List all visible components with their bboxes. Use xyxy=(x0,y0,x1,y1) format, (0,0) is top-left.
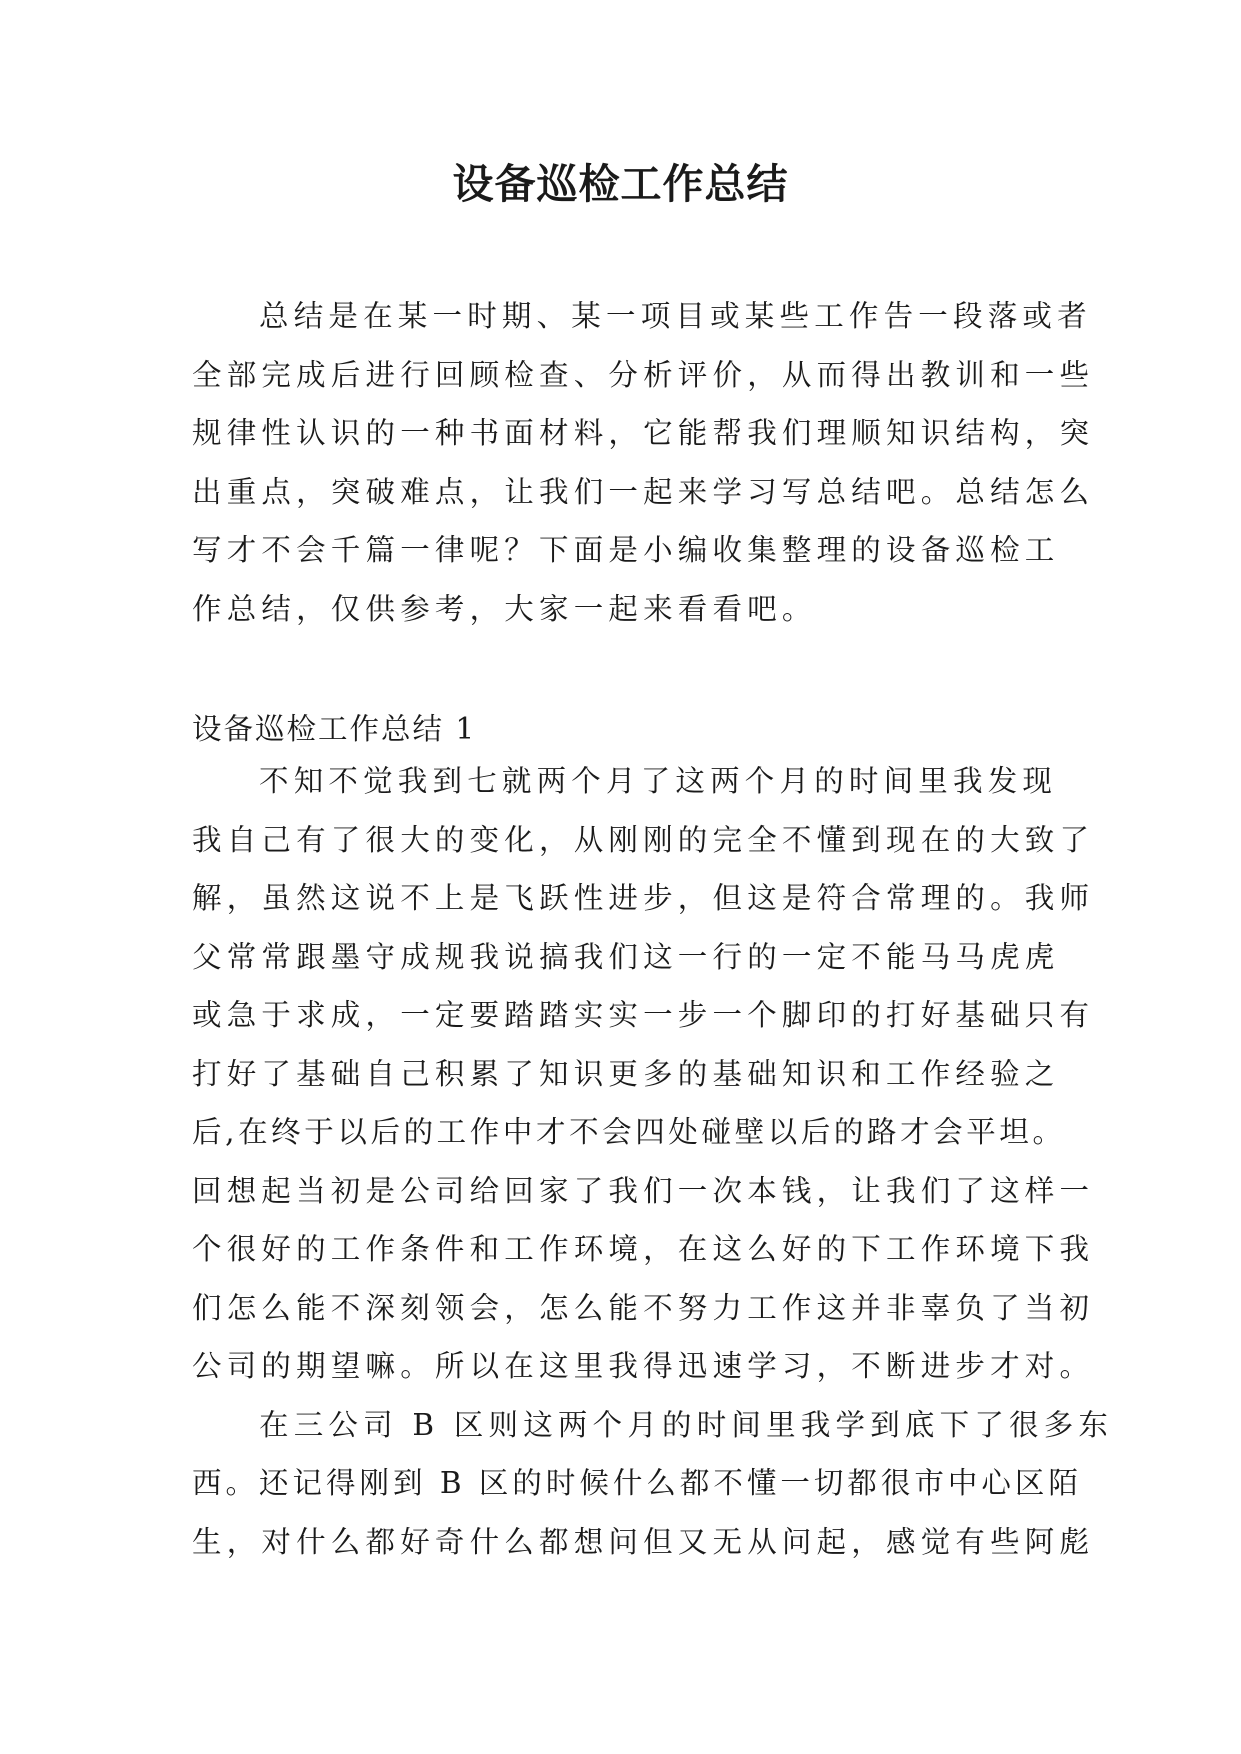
body-line: 生，对什么都好奇什么都想问但又无从问起，感觉有些阿彪 xyxy=(192,1524,1095,1559)
body-line: 不知不觉我到七就两个月了这两个月的时间里我发现 xyxy=(259,764,1058,798)
body-line: 回想起当初是公司给回家了我们一次本钱，让我们了这样一 xyxy=(192,1173,1095,1208)
intro-paragraph xyxy=(192,287,1095,638)
intro-line: 总结是在某一时期、某一项目或某些工作告一段落或者 xyxy=(259,299,1092,333)
body-line: 后,在终于以后的工作中才不会四处碰壁以后的路才会平坦。 xyxy=(192,1115,1066,1149)
section-body xyxy=(192,752,1114,1571)
intro-line: 作总结，仅供参考，大家一起来看看吧。 xyxy=(192,591,817,626)
body-line: 打好了基础自己积累了知识更多的基础知识和工作经验之 xyxy=(192,1056,1060,1091)
section-heading: 设备巡检工作总结 1 xyxy=(192,712,477,746)
body-line: 西。还记得刚到 B 区的时候什么都不懂一切都很市中心区陌 xyxy=(192,1466,1082,1500)
intro-line: 出重点，突破难点，让我们一起来学习写总结吧。总结怎么 xyxy=(192,474,1095,509)
section-heading-wrap xyxy=(192,700,1052,759)
intro-line: 写才不会千篇一律呢？下面是小编收集整理的设备巡检工 xyxy=(192,533,1060,567)
body-line: 父常常跟墨守成规我说搞我们这一行的一定不能马马虎虎 xyxy=(192,939,1060,974)
body-line: 或急于求成，一定要踏踏实实一步一个脚印的打好基础只有 xyxy=(192,998,1095,1032)
intro-line: 规律性认识的一种书面材料，它能帮我们理顺知识结构，突 xyxy=(192,416,1095,450)
body-line: 解，虽然这说不上是飞跃性进步，但这是符合常理的。我师 xyxy=(192,881,1095,915)
body-line: 我自己有了很大的变化，从刚刚的完全不懂到现在的大致了 xyxy=(192,822,1095,857)
body-line: 们怎么能不深刻领会，怎么能不努力工作这并非辜负了当初 xyxy=(192,1290,1095,1325)
intro-line: 全部完成后进行回顾检查、分析评价，从而得出教训和一些 xyxy=(192,357,1095,392)
body-line: 个很好的工作条件和工作环境，在这么好的下工作环境下我 xyxy=(192,1232,1095,1266)
body-line: 公司的期望嘛。所以在这里我得迅速学习，不断进步才对。 xyxy=(192,1349,1095,1383)
body-line: 在三公司 B 区则这两个月的时间里我学到底下了很多东 xyxy=(259,1407,1114,1442)
document-title: 设备巡检工作总结 xyxy=(452,160,789,208)
